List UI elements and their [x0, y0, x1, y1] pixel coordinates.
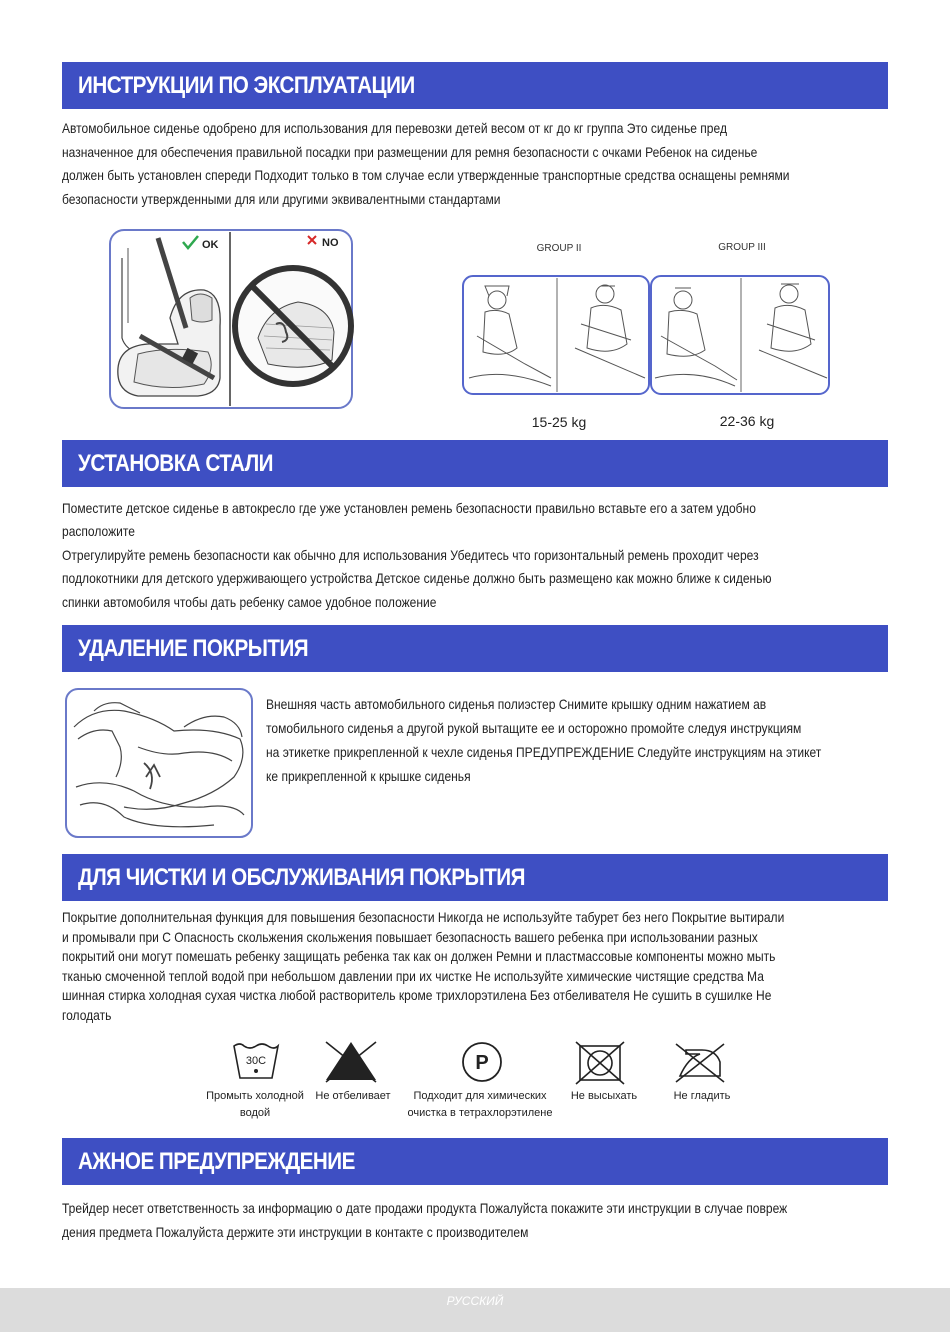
installation-line-1: Поместите детское сиденье в автокресло где уже установлен ремень безопасности правильно вставьте его а затем удобно [62, 500, 756, 516]
warning-line-1: Трейдер несет ответственность за информацию о дате продажи продукта Пожалуйста покажите эти инструкции в случае повреж [62, 1200, 788, 1216]
wash-30-icon [230, 1040, 282, 1082]
ok-label: OK [202, 239, 219, 251]
group-3-weight: 22-36 kg [719, 413, 775, 429]
instructions-line-3: должен быть установлен спереди Подходит только в том случае если утвержденные транспортные средства оснащены ремнями [62, 167, 790, 183]
group-2-3-illustration [455, 228, 835, 438]
cleaning-line-5: шинная стирка холодная сухая чистка любой растворитель кроме трихлорэтилена Без отбеливателя Не сушить в сушилке Не [62, 987, 772, 1003]
section-title-cleaning: ДЛЯ ЧИСТКИ И ОБСЛУЖИВАНИЯ ПОКРЫТИЯ [62, 854, 888, 901]
belt-ok-no-illustration [108, 228, 354, 410]
warning-line-2: дения предмета Пожалуйста держите эти инструкции в контакте с производителем [62, 1224, 529, 1240]
cleaning-line-4: тканью смоченной теплой водой при небольшом давлении при их чистке Не используйте химические чистящие средства Ма [62, 968, 764, 984]
cover-removal-line-3: на этикетке прикрепленной к чехле сиденья ПРЕДУПРЕЖДЕНИЕ Следуйте инструкциям на этикет [266, 744, 822, 760]
no-bleach-icon [322, 1038, 380, 1084]
group-2-label: GROUP II [536, 243, 582, 254]
installation-line-2: расположите [62, 523, 135, 539]
bleach-caption: Не отбеливает [315, 1090, 391, 1102]
cover-removal-illustration [64, 687, 254, 839]
cover-removal-line-1: Внешняя часть автомобильного сиденья полиэстер Снимите крышку одним нажатием ав [266, 696, 767, 712]
instructions-line-1: Автомобильное сиденье одобрено для использования для перевозки детей весом от кг до кг группа Это сиденье пред [62, 120, 727, 136]
group-3-label: GROUP III [718, 242, 766, 253]
wash-temp: 30C [245, 1055, 267, 1067]
no-label: NO [322, 237, 339, 249]
iron-caption: Не гладить [673, 1090, 731, 1102]
cleaning-line-2: и промывали при С Опасность скольжения скольжения повышает безопасность вашего ребенка при использовании разных [62, 929, 758, 945]
instructions-line-2: назначенное для обеспечения правильной посадки при размещении для ремня безопасности с очками Ребенок на сиденье [62, 144, 758, 160]
installation-line-5: спинки автомобиля чтобы дать ребенку самое удобное положение [62, 594, 437, 610]
cover-removal-line-4: ке прикрепленной к крышке сиденья [266, 768, 471, 784]
section-title-installation: УСТАНОВКА СТАЛИ [62, 440, 888, 487]
section-title-cover-removal: УДАЛЕНИЕ ПОКРЫТИЯ [62, 625, 888, 672]
dry-clean-p-icon [460, 1040, 504, 1084]
footer-language: РУССКИЙ [0, 1288, 950, 1332]
cleaning-line-1: Покрытие дополнительная функция для повышения безопасности Никогда не используйте табурет без него Покрытие вытирали [62, 909, 785, 925]
installation-line-4: подлокотники для детского удерживающего устройства Детское сиденье должно быть размещено как можно ближе к сиденью [62, 570, 772, 586]
wash-caption: Промыть холодной водой [206, 1090, 304, 1119]
no-tumble-dry-icon [574, 1040, 626, 1086]
instructions-line-4: безопасности утвержденными для или другими эквивалентными стандартами [62, 191, 501, 207]
section-title-warning: АЖНОЕ ПРЕДУПРЕЖДЕНИЕ [62, 1138, 888, 1185]
cleaning-line-6: голодать [62, 1007, 112, 1023]
svg-text:P: P [475, 1052, 489, 1074]
dry-caption: Не высыхать [570, 1090, 638, 1102]
group-2-weight: 15-25 kg [531, 414, 587, 430]
cleaning-line-3: покрытий они могут помешать ребенку защищать ребенка так как он должен Ремни и пластмассовые компоненты можно мыть [62, 948, 776, 964]
cover-removal-line-2: томобильного сиденья а другой рукой вытащите ее и осторожно промойте следуя инструкциям [266, 720, 802, 736]
installation-line-3: Отрегулируйте ремень безопасности как обычно для использования Убедитесь что горизонтальный ремень проходит через [62, 547, 759, 563]
dryclean-caption: Подходит для химических очистка в тетрахлорэтилене [407, 1090, 553, 1119]
section-title-instructions: ИНСТРУКЦИИ ПО ЭКСПЛУАТАЦИИ [62, 62, 888, 109]
no-iron-icon [672, 1040, 728, 1086]
